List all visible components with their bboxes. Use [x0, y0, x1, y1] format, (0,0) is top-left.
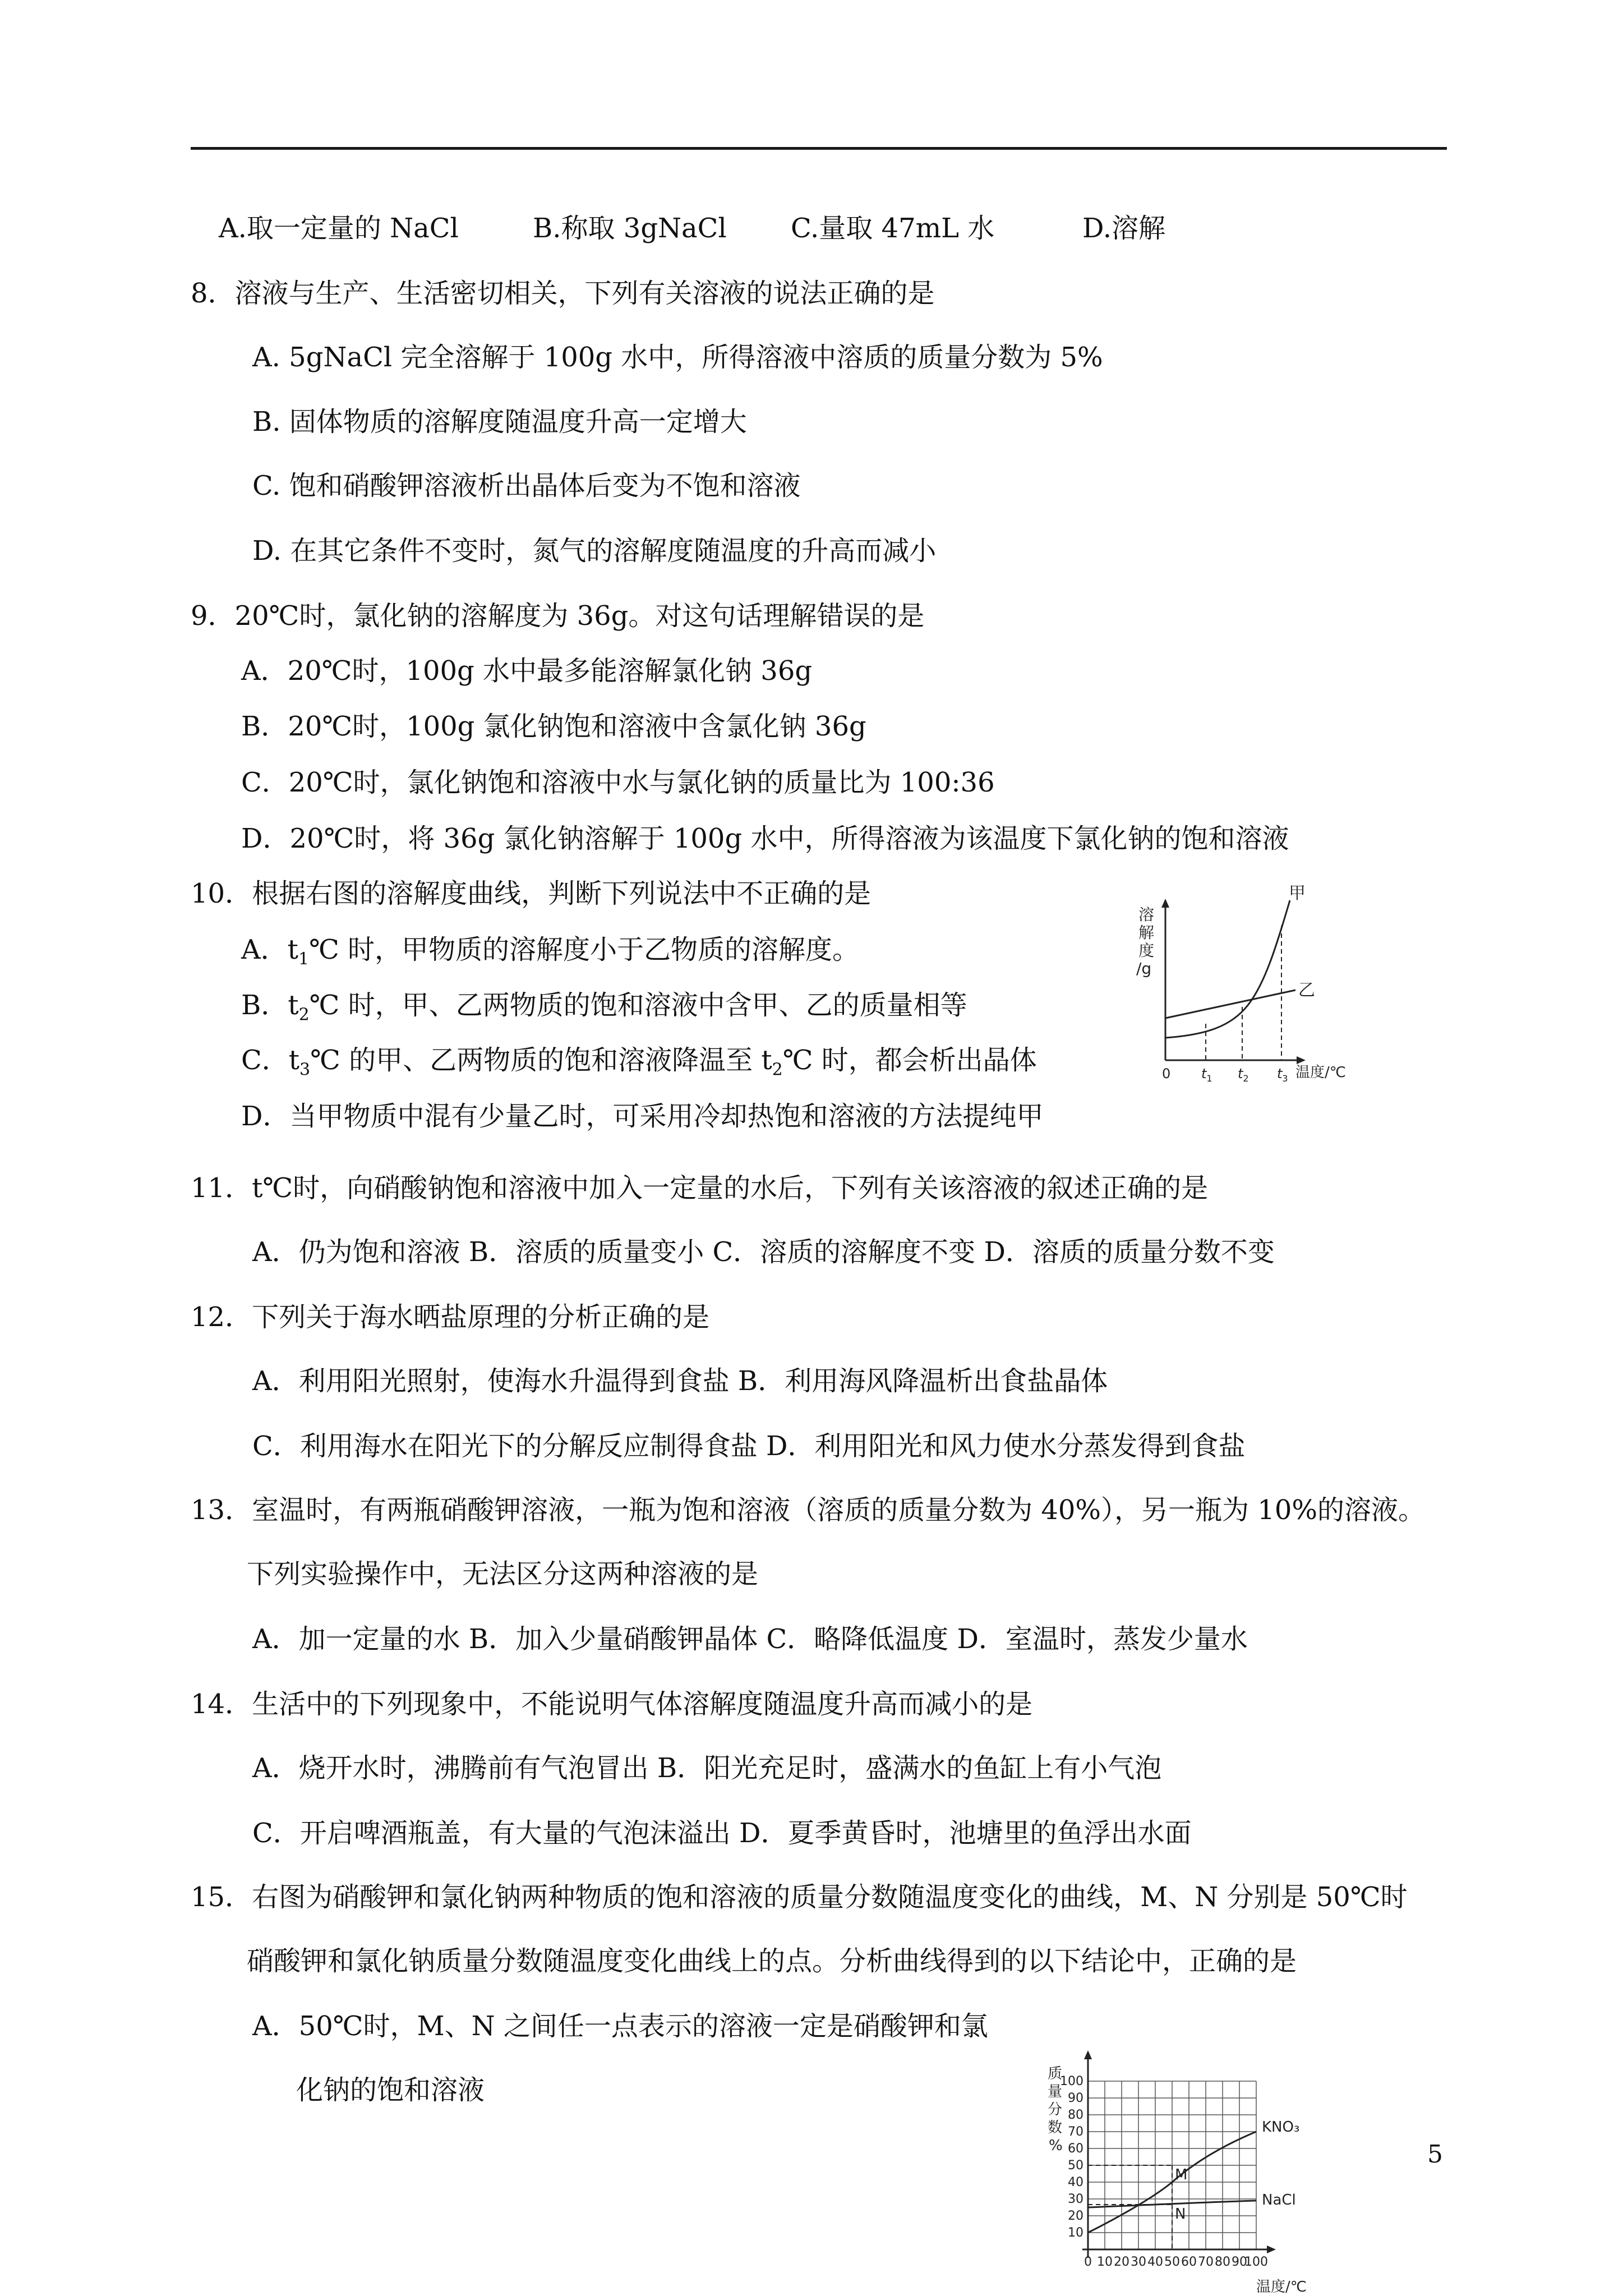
svg-text:0: 0 — [1084, 2255, 1092, 2269]
svg-text:N: N — [1175, 2206, 1186, 2223]
q8-option-a: A. 5gNaCl 完全溶解于 100g 水中，所得溶液中溶质的质量分数为 5% — [252, 342, 1103, 373]
svg-text:解: 解 — [1138, 923, 1155, 942]
q10-option-d: D．当甲物质中混有少量乙时，可采用冷却热饱和溶液的方法提纯甲 — [241, 1101, 1044, 1132]
q9-option-c: C．20℃时，氯化钠饱和溶液中水与氯化钠的质量比为 100:36 — [241, 767, 995, 798]
svg-text:50: 50 — [1068, 2159, 1083, 2173]
q7-option-b: B.称取 3gNaCl — [533, 213, 727, 244]
q12-options-ab: A．利用阳光照射，使海水升温得到食盐 B．利用海风降温析出食盐晶体 — [252, 1365, 1108, 1397]
svg-text:t3: $t_3$ — [1277, 1066, 1288, 1084]
q12-stem: 12．下列关于海水晒盐原理的分析正确的是 — [191, 1301, 710, 1333]
svg-text:KNO₃: KNO₃ — [1262, 2119, 1300, 2136]
svg-text:甲: 甲 — [1289, 884, 1306, 903]
page-number: 5 — [1427, 2140, 1443, 2169]
q10-stem: 10．根据右图的溶解度曲线，判断下列说法中不正确的是 — [191, 878, 872, 909]
q9-stem: 9．20℃时，氯化钠的溶解度为 36g。对这句话理解错误的是 — [191, 600, 925, 632]
svg-text:NaCl: NaCl — [1262, 2192, 1296, 2208]
q14-options-ab: A．烧开水时，沸腾前有气泡冒出 B．阳光充足时，盛满水的鱼缸上有小气泡 — [252, 1752, 1162, 1784]
q8-option-d: D. 在其它条件不变时，氮气的溶解度随温度的升高而减小 — [252, 535, 937, 567]
svg-text:40: 40 — [1068, 2175, 1083, 2189]
svg-text:温度/℃: 温度/℃ — [1256, 2279, 1307, 2295]
q9-option-a: A．20℃时，100g 水中最多能溶解氯化钠 36g — [241, 655, 813, 687]
q11-options: A．仍为饱和溶液 B．溶质的质量变小 C．溶质的溶解度不变 D．溶质的质量分数不变 — [252, 1236, 1275, 1268]
svg-text:20: 20 — [1068, 2209, 1083, 2223]
svg-text:30: 30 — [1068, 2192, 1083, 2206]
q7-option-a: A.取一定量的 NaCl — [219, 213, 459, 244]
svg-text:t2: $t_2$ — [1238, 1066, 1249, 1084]
svg-text:80: 80 — [1215, 2255, 1230, 2269]
svg-text:M: M — [1175, 2166, 1188, 2183]
svg-text:0: 0 — [1162, 1066, 1171, 1082]
q13-stem-2: 下列实验操作中，无法区分这两种溶液的是 — [247, 1558, 759, 1590]
solubility-graph — [1127, 875, 1363, 1088]
svg-text:乙: 乙 — [1298, 981, 1315, 1000]
svg-text:50: 50 — [1164, 2255, 1180, 2269]
q15-option-a-1: A．50℃时，M、N 之间任一点表示的溶液一定是硝酸钾和氯 — [252, 2010, 988, 2042]
q10-option-b: B．$t_2℃$ 时，甲、乙两物质的饱和溶液中含甲、乙的质量相等 — [241, 990, 967, 1025]
q11-stem: 11．t℃时，向硝酸钠饱和溶液中加入一定量的水后，下列有关该溶液的叙述正确的是 — [191, 1172, 1209, 1204]
svg-text:温度/℃: 温度/℃ — [1295, 1064, 1346, 1081]
svg-text:%: % — [1049, 2137, 1063, 2154]
svg-text:100: 100 — [1060, 2074, 1083, 2088]
svg-text:10: 10 — [1068, 2226, 1083, 2240]
q7-option-d: D.溶解 — [1082, 213, 1166, 244]
svg-text:70: 70 — [1068, 2125, 1083, 2139]
svg-text:质: 质 — [1048, 2065, 1063, 2082]
svg-text:/g: /g — [1136, 959, 1152, 978]
svg-text:溶: 溶 — [1138, 905, 1155, 924]
q15-stem-1: 15．右图为硝酸钾和氯化钠两种物质的饱和溶液的质量分数随温度变化的曲线，M、N 分别是 50℃时 — [191, 1881, 1408, 1913]
q14-options-cd: C．开启啤酒瓶盖，有大量的气泡沫溢出 D．夏季黄昏时，池塘里的鱼浮出水面 — [252, 1818, 1192, 1849]
svg-text:分: 分 — [1048, 2101, 1063, 2118]
q15-stem-2: 硝酸钾和氯化钠质量分数随温度变化曲线上的点。分析曲线得到的以下结论中，正确的是 — [247, 1945, 1297, 1977]
svg-text:60: 60 — [1068, 2142, 1083, 2156]
q10-option-a: A．$t_1℃$ 时，甲物质的溶解度小于乙物质的溶解度。 — [241, 934, 860, 969]
svg-text:20: 20 — [1114, 2255, 1129, 2269]
svg-text:数: 数 — [1048, 2119, 1063, 2136]
q8-stem: 8．溶液与生产、生活密切相关，下列有关溶液的说法正确的是 — [191, 278, 935, 309]
svg-text:60: 60 — [1181, 2255, 1197, 2269]
q14-stem: 14．生活中的下列现象中，不能说明气体溶解度随温度升高而减小的是 — [191, 1688, 1033, 1720]
svg-text:80: 80 — [1068, 2108, 1083, 2122]
q9-option-d: D．20℃时，将 36g 氯化钠溶解于 100g 水中，所得溶液为该温度下氯化钠的饱和溶液 — [241, 823, 1289, 854]
svg-text:10: 10 — [1097, 2255, 1113, 2269]
svg-text:70: 70 — [1198, 2255, 1214, 2269]
svg-text:量: 量 — [1048, 2083, 1063, 2100]
svg-text:90: 90 — [1068, 2091, 1083, 2105]
svg-text:100: 100 — [1244, 2255, 1268, 2269]
q12-options-cd: C．利用海水在阳光下的分解反应制得食盐 D．利用阳光和风力使水分蒸发得到食盐 — [252, 1430, 1246, 1462]
q9-option-b: B．20℃时，100g 氯化钠饱和溶液中含氯化钠 36g — [241, 711, 866, 742]
svg-text:90: 90 — [1232, 2255, 1247, 2269]
q8-option-b: B. 固体物质的溶解度随温度升高一定增大 — [252, 406, 747, 438]
mass-fraction-graph — [1032, 1994, 1430, 2296]
svg-text:t1: $t_1$ — [1201, 1066, 1212, 1084]
header-rule — [191, 147, 1447, 150]
svg-text:度: 度 — [1138, 941, 1155, 960]
q15-option-a-2: 化钠的饱和溶液 — [296, 2074, 485, 2106]
svg-text:30: 30 — [1131, 2255, 1146, 2269]
svg-text:40: 40 — [1147, 2255, 1163, 2269]
q8-option-c: C. 饱和硝酸钾溶液析出晶体后变为不饱和溶液 — [252, 470, 801, 501]
q13-stem-1: 13．室温时，有两瓶硝酸钾溶液，一瓶为饱和溶液（溶质的质量分数为 40%），另一瓶为 10%的溶液。 — [191, 1494, 1425, 1526]
q13-options: A．加一定量的水 B．加入少量硝酸钾晶体 C．略降低温度 D．室温时，蒸发少量水 — [252, 1623, 1248, 1655]
q7-option-c: C.量取 47mL 水 — [791, 213, 995, 244]
q10-option-c: C．$t_3℃$ 的甲、乙两物质的饱和溶液降温至 $t_2℃$ 时，都会析出晶体 — [241, 1045, 1037, 1080]
